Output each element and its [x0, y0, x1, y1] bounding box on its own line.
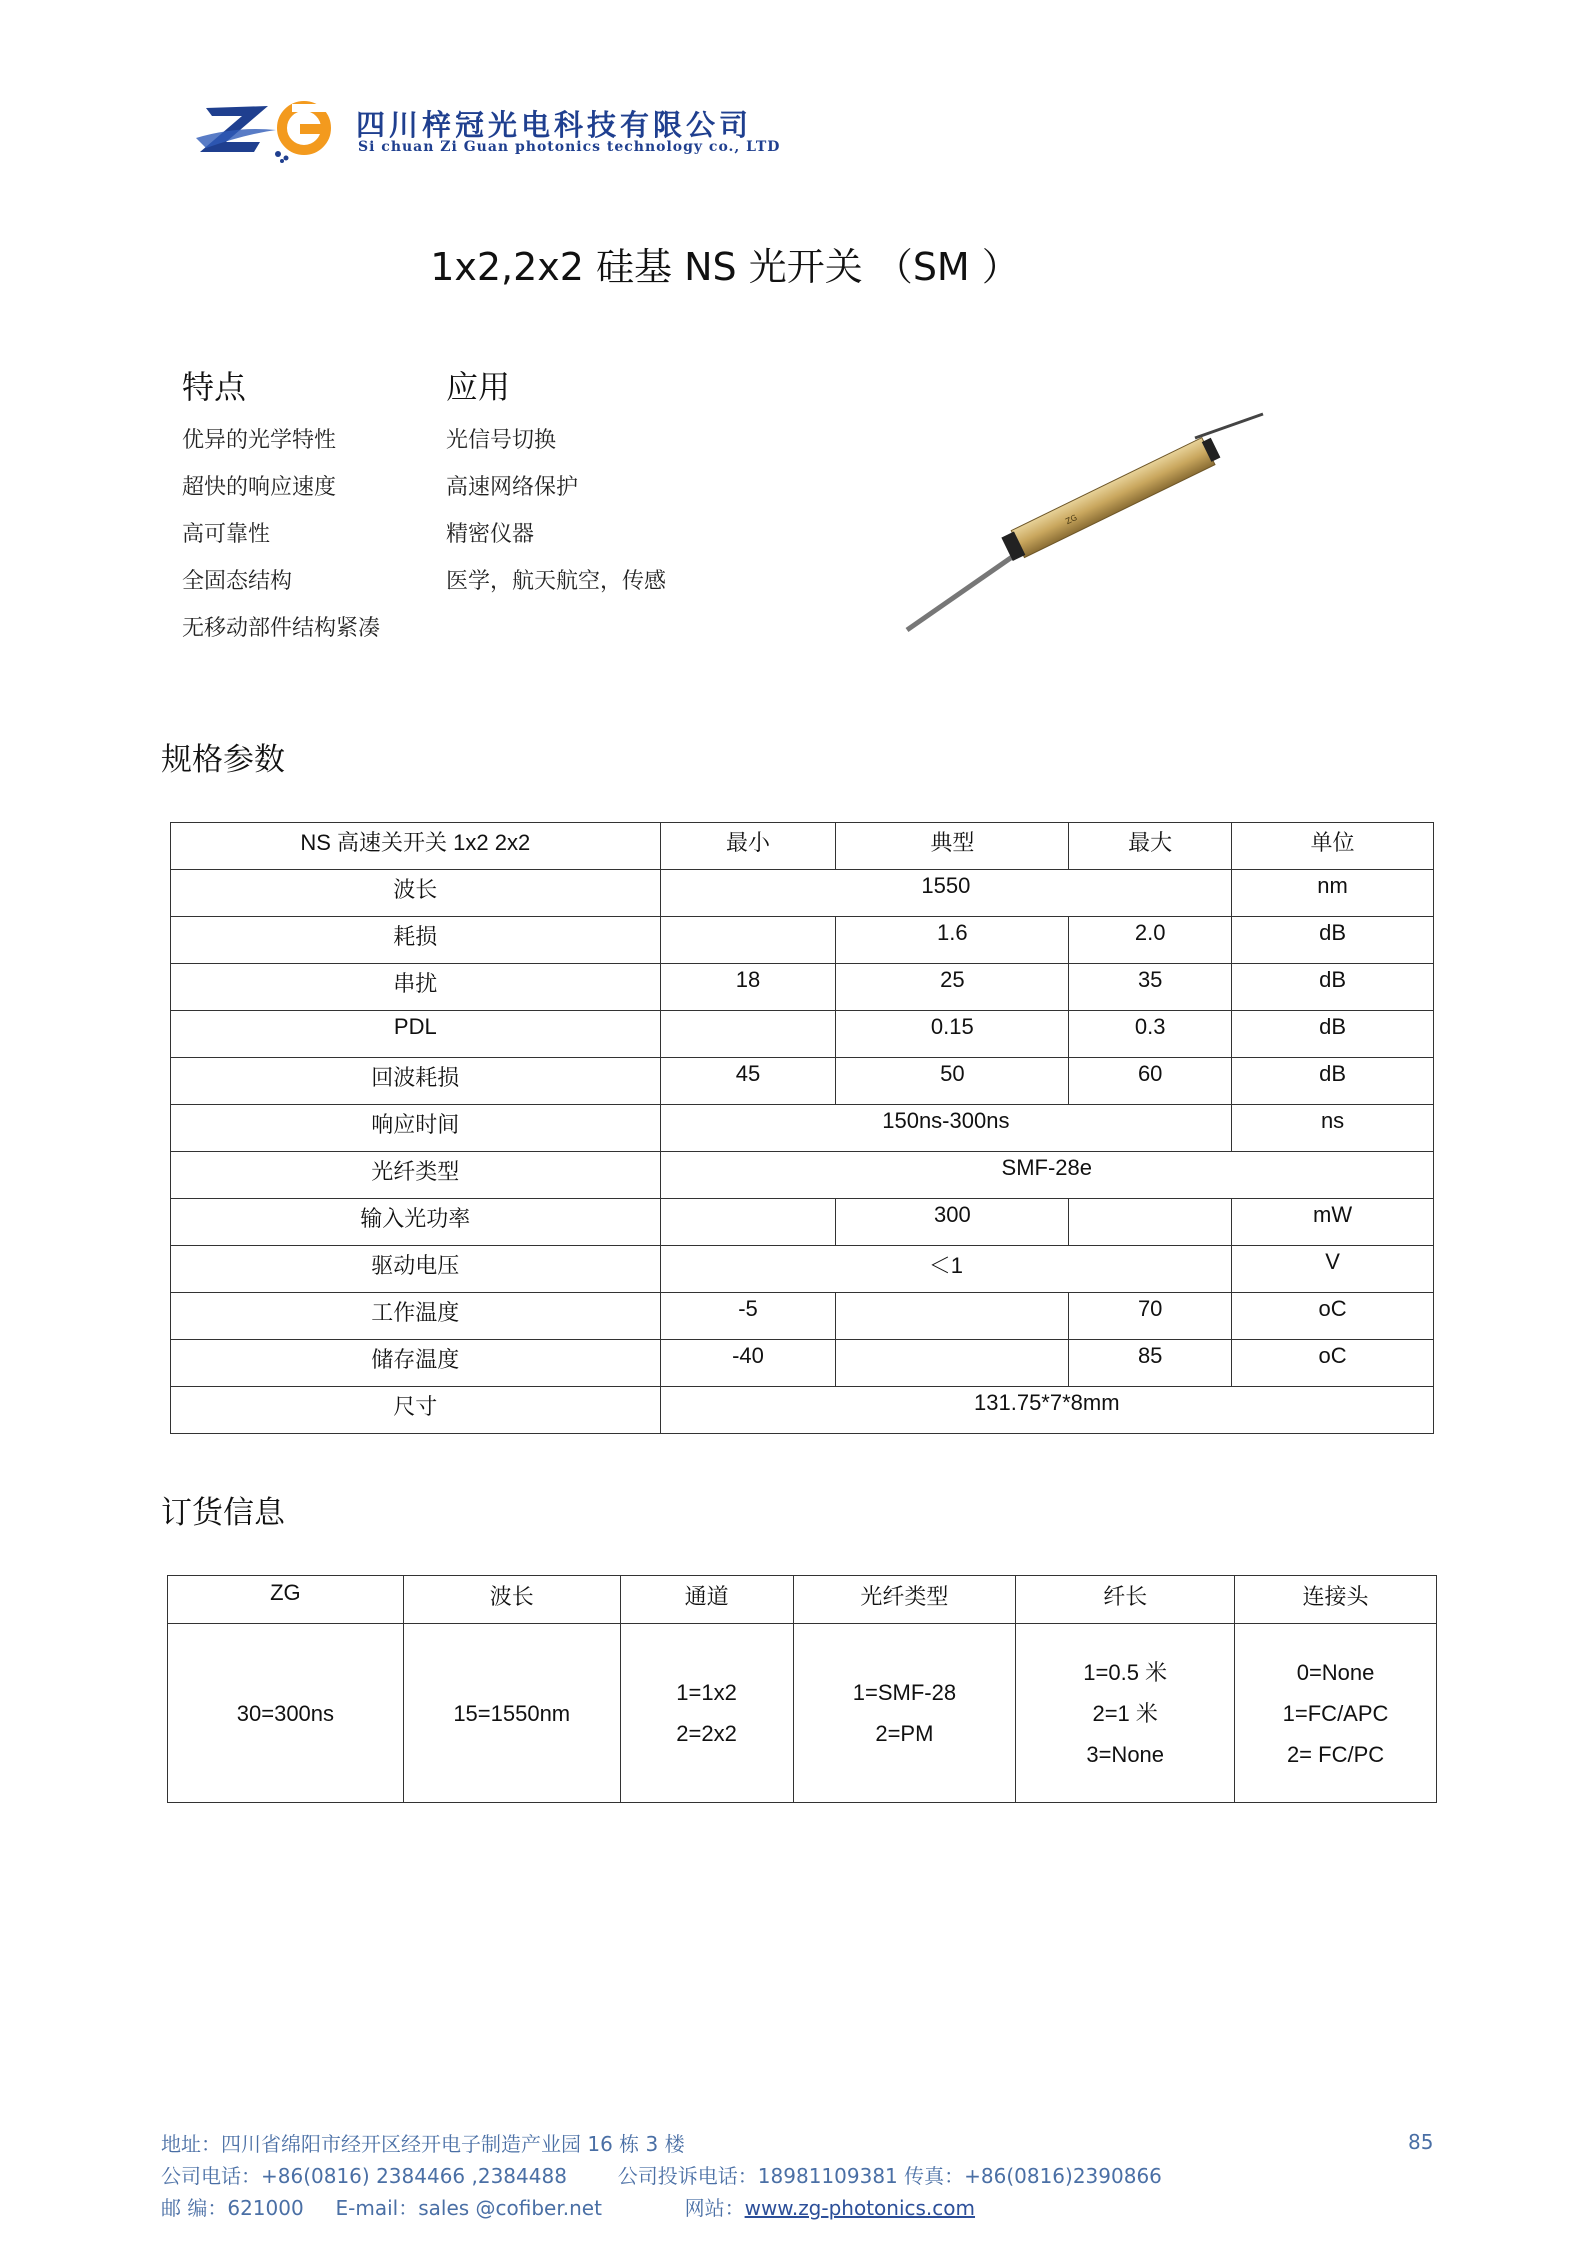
- specs-heading: 规格参数: [161, 742, 285, 778]
- table-cell: oC: [1232, 1340, 1434, 1387]
- table-row: [171, 917, 1434, 964]
- param-label: 响应时间: [171, 1105, 661, 1152]
- footer-address: 地址：四川省绵阳市经开区经开电子制造产业园 16 栋 3 楼: [161, 2132, 685, 2156]
- feature-item: 高可靠性: [182, 522, 271, 547]
- table-header-cell: 通道: [620, 1576, 793, 1624]
- specs-table: [170, 822, 1434, 1434]
- table-cell: 0.15: [836, 1011, 1069, 1058]
- table-cell: 1550: [660, 870, 1232, 917]
- table-header-cell: 波长: [403, 1576, 620, 1624]
- table-cell: 150ns-300ns: [660, 1105, 1232, 1152]
- footer-complaint: 公司投诉电话：18981109381 传真：+86(0816)2390866: [617, 2164, 1162, 2188]
- table-header-cell: 单位: [1232, 823, 1434, 870]
- footer-phone-line: [161, 2160, 1162, 2192]
- table-cell: dB: [1232, 964, 1434, 1011]
- table-cell: [620, 1624, 793, 1803]
- svg-text:ZG: ZG: [1064, 512, 1079, 527]
- applications-heading: 应用: [446, 368, 511, 406]
- table-cell: [403, 1624, 620, 1803]
- footer-contact-line: [161, 2192, 1162, 2224]
- table-cell: [660, 1199, 836, 1246]
- table-row: [171, 1058, 1434, 1105]
- table-cell: [1016, 1624, 1235, 1803]
- table-cell: 70: [1069, 1293, 1232, 1340]
- table-header-cell: NS 高速关开关 1x2 2x2: [171, 823, 661, 870]
- table-cell: dB: [1232, 1011, 1434, 1058]
- option-line: 1=1x2: [676, 1680, 737, 1705]
- table-row: [171, 870, 1434, 917]
- footer-website-label: 网站：: [684, 2196, 745, 2220]
- application-item: 高速网络保护: [446, 475, 579, 500]
- table-cell: dB: [1232, 1058, 1434, 1105]
- table-cell: 50: [836, 1058, 1069, 1105]
- option-line: 2=PM: [875, 1721, 934, 1746]
- product-image: [895, 408, 1270, 633]
- param-label: 串扰: [171, 964, 661, 1011]
- footer-phone: 公司电话：+86(0816) 2384466 ,2384488: [161, 2164, 567, 2188]
- table-cell: -40: [660, 1340, 836, 1387]
- table-cell: [1069, 1199, 1232, 1246]
- table-cell: 300: [836, 1199, 1069, 1246]
- table-cell: 60: [1069, 1058, 1232, 1105]
- ordering-heading: 订货信息: [161, 1495, 285, 1531]
- application-item: 医学，航天航空，传感: [446, 569, 667, 594]
- table-cell: [836, 1293, 1069, 1340]
- table-cell: 131.75*7*8mm: [660, 1387, 1433, 1434]
- param-label: 尺寸: [171, 1387, 661, 1434]
- table-cell: V: [1232, 1246, 1434, 1293]
- table-row: [168, 1624, 1437, 1803]
- param-label: 工作温度: [171, 1293, 661, 1340]
- application-item: 光信号切换: [446, 428, 557, 453]
- table-cell: SMF-28e: [660, 1152, 1433, 1199]
- table-cell: oC: [1232, 1293, 1434, 1340]
- table-cell: dB: [1232, 917, 1434, 964]
- footer: [161, 2128, 1162, 2224]
- param-label: PDL: [171, 1011, 661, 1058]
- table-header-cell: 最大: [1069, 823, 1232, 870]
- table-cell: 2.0: [1069, 917, 1232, 964]
- table-row: [171, 964, 1434, 1011]
- option-line: 1=0.5 米: [1083, 1659, 1168, 1685]
- table-cell: 35: [1069, 964, 1232, 1011]
- param-label: 储存温度: [171, 1340, 661, 1387]
- footer-postcode: 邮 编：621000: [161, 2196, 304, 2220]
- option-line: 1=SMF-28: [852, 1680, 957, 1705]
- table-header-cell: 纤长: [1016, 1576, 1235, 1624]
- param-label: 回波耗损: [171, 1058, 661, 1105]
- footer-email: E-mail：sales @cofiber.net: [335, 2196, 602, 2220]
- table-row: [171, 1340, 1434, 1387]
- table-cell: [660, 917, 836, 964]
- option-line: 2=2x2: [676, 1721, 737, 1746]
- company-name-cn: 四川梓冠光电科技有限公司: [356, 108, 753, 142]
- application-item: 精密仪器: [446, 522, 535, 547]
- features-list: [182, 417, 380, 652]
- table-cell: [660, 1011, 836, 1058]
- table-row: [171, 823, 1434, 870]
- table-row: [168, 1576, 1437, 1624]
- table-row: [171, 1246, 1434, 1293]
- company-logo: [196, 98, 346, 164]
- table-row: [171, 1011, 1434, 1058]
- document-title: 1x2,2x2 硅基 NS 光开关 （SM ）: [430, 245, 1020, 289]
- table-cell: 85: [1069, 1340, 1232, 1387]
- table-header-cell: 最小: [660, 823, 836, 870]
- table-cell: [168, 1624, 404, 1803]
- page-number: 85: [1408, 2130, 1434, 2154]
- features-heading: 特点: [182, 368, 247, 406]
- option-line: 0=None: [1296, 1659, 1375, 1685]
- website-link[interactable]: www.zg-photonics.com: [744, 2196, 976, 2220]
- option-line: 15=1550nm: [453, 1700, 571, 1726]
- table-cell: 1.6: [836, 917, 1069, 964]
- table-header-cell: 光纤类型: [793, 1576, 1016, 1624]
- table-cell: nm: [1232, 870, 1434, 917]
- ordering-table: [167, 1575, 1437, 1803]
- table-row: [171, 1152, 1434, 1199]
- table-cell: [793, 1624, 1016, 1803]
- table-row: [171, 1105, 1434, 1152]
- table-cell: [1235, 1624, 1437, 1803]
- table-cell: 25: [836, 964, 1069, 1011]
- table-header-cell: 典型: [836, 823, 1069, 870]
- table-row: [171, 1387, 1434, 1434]
- table-cell: [836, 1340, 1069, 1387]
- table-cell: 45: [660, 1058, 836, 1105]
- param-label: 输入光功率: [171, 1199, 661, 1246]
- table-header-cell: 连接头: [1235, 1576, 1437, 1624]
- option-line: 1=FC/APC: [1282, 1700, 1389, 1726]
- param-label: 耗损: [171, 917, 661, 964]
- table-header-cell: ZG: [168, 1576, 404, 1624]
- table-cell: -5: [660, 1293, 836, 1340]
- feature-item: 优异的光学特性: [182, 428, 337, 453]
- feature-item: 超快的响应速度: [182, 475, 337, 500]
- option-line: 30=300ns: [236, 1700, 335, 1726]
- table-cell: 0.3: [1069, 1011, 1232, 1058]
- param-label: 驱动电压: [171, 1246, 661, 1293]
- option-line: 3=None: [1086, 1741, 1165, 1767]
- table-cell: ns: [1232, 1105, 1434, 1152]
- table-cell: 18: [660, 964, 836, 1011]
- param-label: 波长: [171, 870, 661, 917]
- param-label: 光纤类型: [171, 1152, 661, 1199]
- option-line: 2= FC/PC: [1286, 1741, 1385, 1767]
- table-row: [171, 1293, 1434, 1340]
- table-row: [171, 1199, 1434, 1246]
- table-cell: ＜1: [660, 1246, 1232, 1293]
- option-line: 2=1 米: [1092, 1700, 1158, 1726]
- table-cell: mW: [1232, 1199, 1434, 1246]
- company-name-en: Si chuan Zi Guan photonics technology co., LTD: [358, 139, 781, 155]
- feature-item: 全固态结构: [182, 569, 293, 594]
- applications-list: [446, 417, 666, 605]
- feature-item: 无移动部件结构紧凑: [182, 616, 381, 641]
